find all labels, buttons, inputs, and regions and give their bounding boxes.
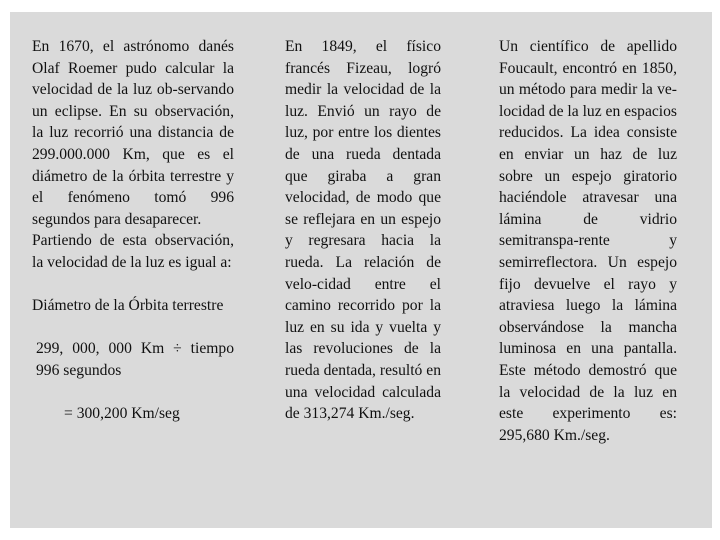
- foucault-text: Un científico de apellido Foucault, encontró en 1850, un método para medir la ve-locidad de la luz en espacios reducidos. La idea consiste en enviar un haz de luz sobre un espejo giratorio haciéndole atravesar una lámina de vidrio semitranspa-rente y semirreflectora. Un espejo fijo devuelve el rayo y atraviesa luego la lámina observándose la mancha luminosa en una pantalla. Este método demostró que la velocidad de la luz en este experimento es: 295,680 Km./seg.: [499, 38, 677, 444]
- roemer-column: [32, 36, 234, 425]
- foucault-column: [499, 36, 677, 446]
- slide-frame: [10, 12, 712, 528]
- roemer-paragraph-2: Partiendo de esta observación, la velocidad de la luz es igual a:: [32, 232, 234, 271]
- roemer-paragraph-1: En 1670, el astrónomo danés Olaf Roemer pudo calcular la velocidad de la luz ob-servando un eclipse. En su observación, la luz recorrió una distancia de 299.000.000 Km, que es el diámetro de la órbita terrestre y el fenómeno tomó 996 segundos para desaparecer.: [32, 38, 234, 228]
- roemer-formula: 299, 000, 000 Km ÷ tiempo 996 segundos: [36, 340, 234, 379]
- fizeau-column: [285, 36, 441, 425]
- roemer-formula-label: Diámetro de la Órbita terrestre: [32, 297, 224, 315]
- fizeau-text: En 1849, el físico francés Fizeau, logró medir la velocidad de la luz. Envió un rayo de luz, por entre los dientes de una rueda dentada que giraba a gran velocidad, de modo que se reflejara en un espejo y regresara hacia la rueda. La relación de velo-cidad entre el camino recorrido por la luz en su ida y vuelta y las revoluciones de la rueda dentada, resultó en una velocidad calculada de 313,274 Km./seg.: [285, 38, 441, 423]
- roemer-result: = 300,200 Km/seg: [64, 405, 180, 423]
